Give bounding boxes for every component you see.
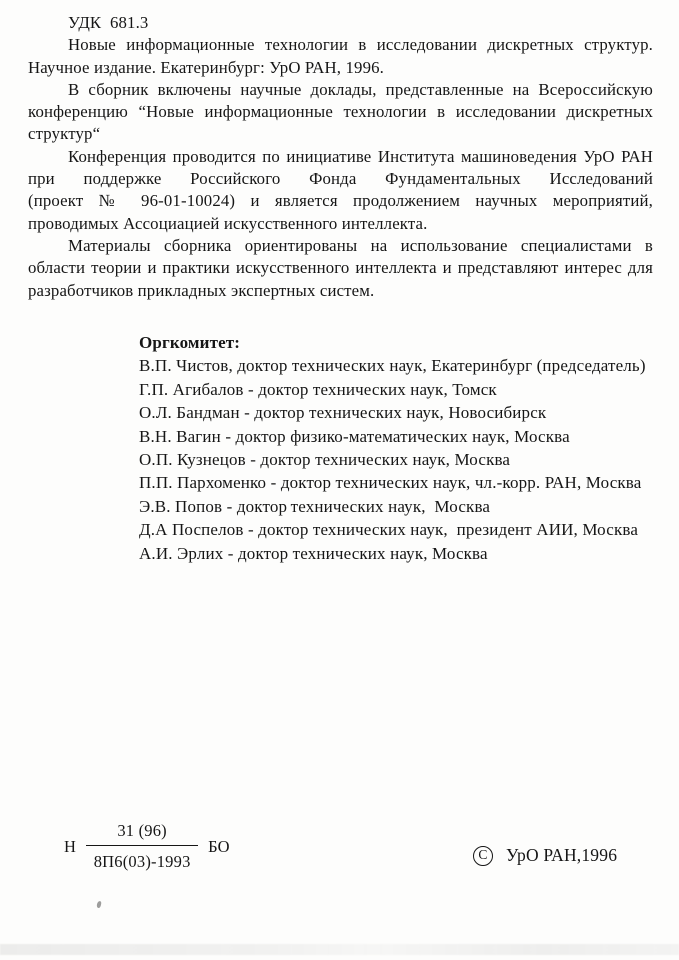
abstract-line: конференцию “Новые информационные технологии в исследовании дискретных [28,102,653,122]
front-matter-block [28,12,653,302]
orgkomitet-member: О.Л. Бандман - доктор технических наук, Новосибирск [139,403,547,423]
abstract-line: В сборник включены научные доклады, представленные на Всероссийскую [68,79,653,99]
udk-number: УДК 681.3 [68,13,149,32]
audience-line: разработчиков прикладных экспертных систем. [28,280,375,300]
orgkomitet-heading: Оргкомитет: [139,333,241,352]
orgkomitet-member: В.Н. Вагин - доктор физико-математических наук, Москва [139,426,570,446]
orgkomitet-member: Д.А Поспелов - доктор технических наук, президент АИИ, Москва [139,520,639,540]
copyright-icon: C [473,846,493,866]
copyright-line [473,845,617,866]
conference-line: при поддержке Российского Фонда Фундаментальных Исследований [28,169,653,189]
scan-band-artifact [0,944,679,955]
scan-speck-artifact [96,901,101,909]
abstract-line: структур“ [28,124,101,144]
orgkomitet-member: Э.В. Попов - доктор технических наук, Москва [139,496,491,516]
orgkomitet-member: Г.П. Агибалов - доктор технических наук, Томск [139,379,497,399]
audience-line: области теории и практики искусственного интеллекта и представляют интерес для [28,258,653,278]
conference-line: проводимых Ассоциацией искусственного интеллекта. [28,213,428,233]
edition-line: Новые информационные технологии в исследовании дискретных структур. [68,35,653,55]
edition-line: Научное издание. Екатеринбург: УрО РАН, 1996. [28,57,385,77]
orgkomitet-member: О.П. Кузнецов - доктор технических наук, Москва [139,450,511,470]
orgkomitet-member: В.П. Чистов, доктор технических наук, Екатеринбург (председатель) [139,356,646,376]
catalog-fraction-numerator: 31 (96) [117,821,167,840]
catalog-letters-right: БО [208,836,230,856]
orgkomitet-block [139,331,646,565]
copyright-text: УрО РАН,1996 [506,845,618,865]
fraction-bar [86,845,198,846]
conference-line: Конференция проводится по инициативе Института машиноведения УрО РАН [68,146,653,166]
conference-line: (проект № 96-01-10024) и является продолжением научных мероприятий, [28,191,653,211]
catalog-letter-left: Н [64,836,77,856]
catalog-fraction [86,821,198,872]
orgkomitet-member: П.П. Пархоменко - доктор технических наук, чл.-корр. РАН, Москва [139,473,642,493]
catalog-fraction-denominator: 8П6(03)-1993 [93,852,191,871]
audience-line: Материалы сборника ориентированы на использование специалистами в [68,235,653,255]
catalog-classification-mark [64,821,230,872]
orgkomitet-member: А.И. Эрлих - доктор технических наук, Москва [139,543,488,563]
